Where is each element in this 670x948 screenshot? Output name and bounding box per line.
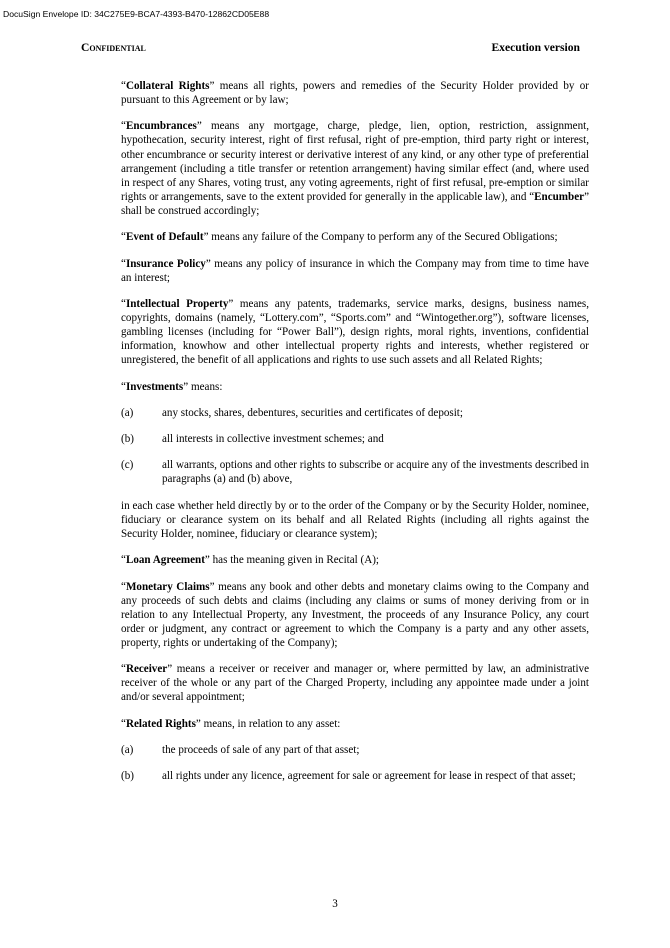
defined-term: Related Rights <box>125 717 196 730</box>
document-body <box>121 79 589 795</box>
definition-monetary-claims: “Monetary Claims” means any book and other debts and monetary claims owing to the Company and any proceeds of such debts and claims (including any claims or sums of money deriving from or in relation to any Intellectual Property, any Investment, the proceeds of any Insurance Policy, any court order or judgment, any contract or agreement to which the Company is a party and any other assets, property, rights or undertaking of the Company); <box>121 580 589 649</box>
defined-term: Intellectual Property <box>125 297 229 310</box>
envelope-id: DocuSign Envelope ID: 34C275E9-BCA7-4393-B470-12862CD05E88 <box>3 9 270 19</box>
confidential-label: Confidential <box>81 41 146 54</box>
definition-loan-agreement: “Loan Agreement” has the meaning given in Recital (A); <box>121 554 379 567</box>
definition-text: means any book and other debts and monetary claims owing to the Company and any proceeds of such debts and claims (including any claims or sums of money deriving from or in relation to any Intellectual Property, any Investment, the proceeds of any Insurance Policy, any court order or judgment, any contract or agreement to which the Company is a party and any other assets, property, rights or undertaking of the Company); <box>121 580 589 649</box>
list-item-label: (a) <box>121 406 134 419</box>
list-item-text: any stocks, shares, debentures, securities and certificates of deposit; <box>162 406 463 419</box>
definition-insurance-policy: “Insurance Policy” means any policy of insurance in which the Company may from time to time have an interest; <box>121 257 589 284</box>
list-item-text: all interests in collective investment schemes; and <box>162 433 384 446</box>
list-item <box>121 458 589 486</box>
defined-term: Insurance Policy <box>125 257 206 270</box>
list-item <box>121 769 589 783</box>
definition-investments: “Investments” means: <box>121 380 223 393</box>
defined-term: Monetary Claims <box>125 580 210 593</box>
defined-term: Encumber <box>534 190 585 203</box>
definition-event-of-default: “Event of Default” means any failure of the Company to perform any of the Secured Obligations; <box>121 231 558 244</box>
definition-text: shall be construed accordingly; <box>121 204 260 217</box>
definition-text: means any patents, trademarks, service marks, designs, business names, copyrights, domains (namely, “Lottery.com”, “Sports.com” and “Wintogether.org”), software licenses, gambling licenses (including for “Power Ball”), design rights, moral rights, inventions, confidential information, knowhow and other intellectual property rights and interests, whether registered or unregistered, the benefit of all applications and rights to use such assets and all Related Rights; <box>121 297 589 367</box>
defined-term: Receiver <box>125 663 168 676</box>
definition-receiver: “Receiver” means a receiver or receiver and manager or, where permitted by law, an administrative receiver of the whole or any part of the Charged Property, including any appointee made under a joint and/or several appointment; <box>121 663 589 704</box>
list-item-label: (c) <box>121 459 134 472</box>
defined-term: Encumbrances <box>125 120 197 133</box>
list-item <box>121 406 589 420</box>
list-item <box>121 432 589 446</box>
list-item-text: all rights under any licence, agreement for sale or agreement for lease in respect of that asset; <box>162 770 576 783</box>
definition-text: means a receiver or receiver and manager or, where permitted by law, an administrative receiver of the whole or any part of the Charged Property, including any appointee made under a joint and/or several appointment; <box>121 663 589 704</box>
definition-text: means: <box>188 380 223 393</box>
definition-collateral-rights: “Collateral Rights” means all rights, powers and remedies of the Security Holder provided by or pursuant to this Agreement or by law; <box>121 80 589 107</box>
defined-term: Loan Agreement <box>125 554 205 567</box>
defined-term: Collateral Rights <box>125 80 210 92</box>
definition-encumbrances: “Encumbrances” means any mortgage, charge, pledge, lien, option, restriction, assignment, hypothecation, security interest, right of first refusal, right of pre-emption, third party right or interest, other encumbrance or security interest or derivative interest of any kind, or any other type of preferential arrangement (including a title transfer or retention arrangement) having similar effect (and, where used in respect of any Shares, voting trust, any voting agreements, right of first refusal, pre-emption or similar rights or arrangements, save to the extent provided for generally in the applicable law), and “Encumber” shall be construed accordingly; <box>121 120 589 217</box>
defined-term: Investments <box>125 380 184 393</box>
list-item-label: (b) <box>121 770 134 783</box>
page-number: 3 <box>332 898 338 910</box>
list-item-text: all warrants, options and other rights to subscribe or acquire any of the investments described in paragraphs (a) and (b) above, <box>162 459 589 486</box>
definition-text: means any failure of the Company to perform any of the Secured Obligations; <box>208 231 558 244</box>
definition-text: means, in relation to any asset: <box>200 717 341 730</box>
definition-related-rights: “Related Rights” means, in relation to any asset: <box>121 717 341 730</box>
execution-version-label: Execution version <box>491 41 580 54</box>
defined-term: Event of Default <box>125 231 204 244</box>
investments-tail-text: in each case whether held directly by or to the order of the Company or by the Security Holder, nominee, fiduciary or clearance system on its behalf and all Related Rights (including all rights against the Security Holder, nominee, fiduciary or clearance system); <box>121 499 589 540</box>
list-item-text: the proceeds of sale of any part of that asset; <box>162 743 360 756</box>
definition-text: means any mortgage, charge, pledge, lien, option, restriction, assignment, hypothecation, security interest, right of first refusal, right of pre-emption, third party right or interest, other encumbrance or security interest or derivative interest of any kind, or any other type of preferential arrangement (including a title transfer or retention arrangement) having similar effect (and, where used in respect of any Shares, voting trust, any voting agreements, right of first refusal, pre-emption or similar rights or arrangements, save to the extent provided for generally in the applicable law), and <box>121 120 589 203</box>
definition-text: has the meaning given in Recital (A); <box>209 554 379 567</box>
definition-text: means any policy of insurance in which the Company may from time to time have an interest; <box>121 257 589 284</box>
definition-intellectual-property: “Intellectual Property” means any patents, trademarks, service marks, designs, business names, copyrights, domains (namely, “Lottery.com”, “Sports.com” and “Wintogether.org”), software licenses, gambling licenses (including for “Power Ball”), design rights, moral rights, inventions, confidential information, knowhow and other intellectual property rights and interests, whether registered or unregistered, the benefit of all applications and rights to use such assets and all Related Rights; <box>121 297 589 367</box>
definition-text: means all rights, powers and remedies of the Security Holder provided by or pursuant to this Agreement or by law; <box>121 80 589 107</box>
list-item-label: (b) <box>121 433 134 446</box>
list-item-label: (a) <box>121 743 134 756</box>
list-item <box>121 743 589 757</box>
